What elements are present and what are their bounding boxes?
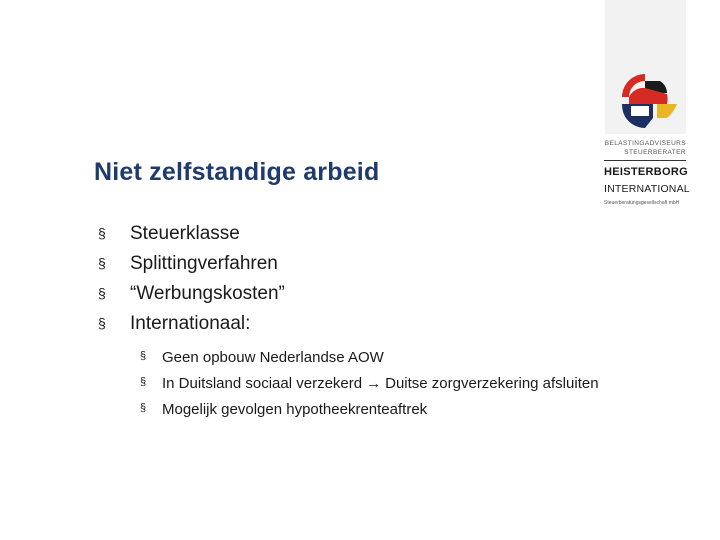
bullet-text: Internationaal:	[130, 313, 251, 334]
logo-tagline-de: STEUERBERATER	[624, 149, 686, 156]
logo-divider	[604, 160, 686, 161]
sub-bullet-text	[162, 375, 599, 392]
arrow-right-icon: →	[366, 375, 382, 392]
sub-bullet-text: Mogelijk gevolgen hypotheekrenteaftrek	[162, 401, 428, 418]
bullet-text: Steuerklasse	[130, 223, 240, 244]
bullet-text: Splittingverfahren	[130, 253, 278, 274]
square-bullet-icon: §	[98, 225, 106, 241]
sub-bullet-text-before: In Duitsland sociaal verzekerd	[162, 375, 363, 392]
logo-panel	[605, 0, 686, 134]
square-bullet-icon: §	[98, 255, 106, 271]
logo-brand-suffix: INTERNATIONAL	[604, 183, 690, 195]
square-bullet-icon: §	[140, 402, 147, 414]
slide-title: Niet zelfstandige arbeid	[94, 158, 380, 186]
logo-emblem-icon	[605, 0, 686, 134]
logo-tagline-nl: BELASTINGADVISEURS	[604, 140, 686, 147]
square-bullet-icon: §	[98, 315, 106, 331]
sub-bullet-text: Geen opbouw Nederlandse AOW	[162, 349, 384, 366]
sub-bullet-text-after: Duitse zorgverzekering afsluiten	[385, 375, 599, 392]
square-bullet-icon: §	[98, 285, 106, 301]
logo-brand-name: HEISTERBORG	[604, 166, 688, 178]
square-bullet-icon: §	[140, 376, 147, 388]
bullet-text: “Werbungskosten”	[130, 283, 285, 304]
square-bullet-icon: §	[140, 350, 147, 362]
logo-company-type: Steuerberatungsgesellschaft mbH	[604, 200, 680, 206]
